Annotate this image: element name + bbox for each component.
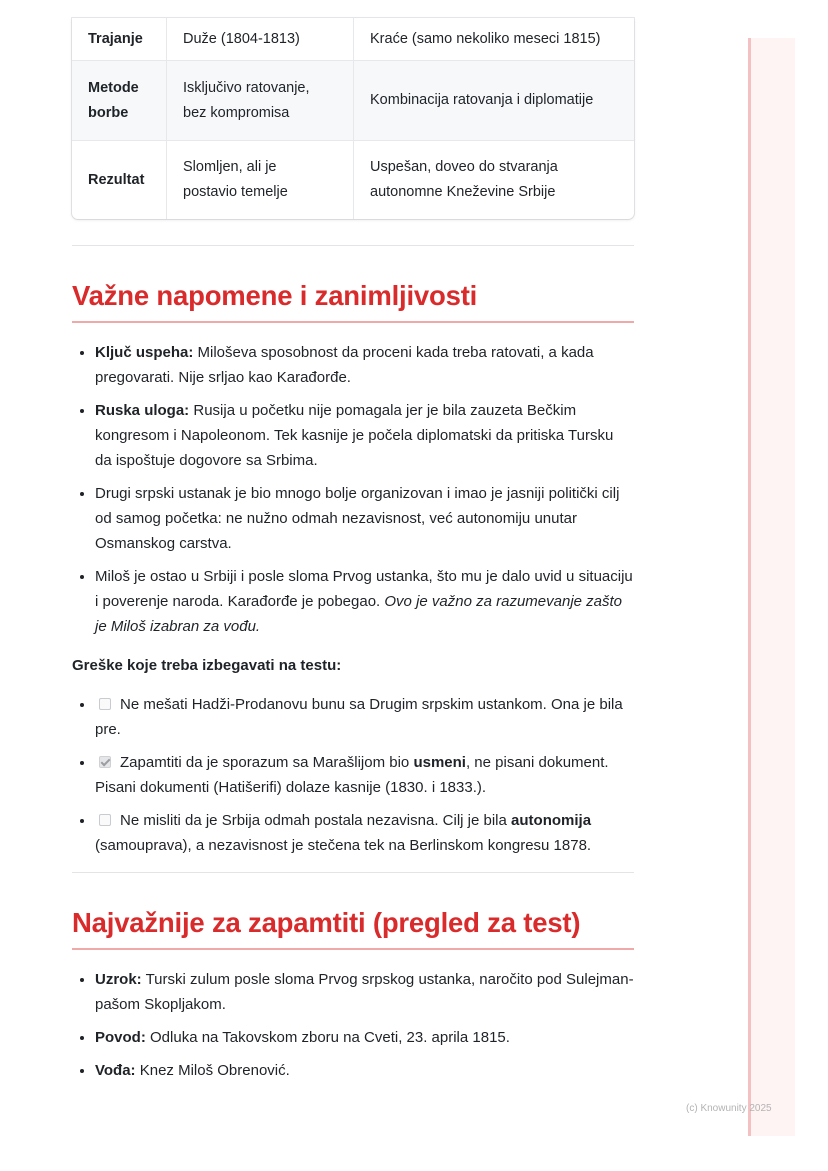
list-item: • Miloš je ostao u Srbiji i posle sloma Prvog ustanka, što mu je dalo uvid u situaciju i poverenje naroda. Karađorđe je pobegao. Ovo je važno za razumevanje zašto je Miloš izabran za vođu. — [95, 564, 634, 639]
list-item: • Uzrok: Turski zulum posle sloma Prvog srpskog ustanka, naročito pod Sulejman-pašom Skopljakom. — [95, 967, 634, 1017]
divider — [72, 872, 634, 873]
checkbox[interactable] — [99, 698, 111, 710]
table-cell: Slomljen, ali je postavio temelje — [167, 140, 354, 219]
list-item: • Povod: Odluka na Takovskom zboru na Cveti, 23. aprila 1815. — [95, 1025, 634, 1050]
watermark: (c) Knowunity 2025 — [686, 1103, 772, 1114]
table-row — [72, 18, 634, 60]
checklist-item: • Zapamtiti da je sporazum sa Marašlijom bio usmeni, ne pisani dokument. Pisani dokumenti (Hatišerifi) dolaze kasnije (1830. i 1833.). — [95, 750, 634, 800]
section-heading: Važne napomene i zanimljivosti — [72, 280, 634, 323]
notes-list — [72, 340, 634, 639]
list-item: • Drugi srpski ustanak je bio mnogo bolje organizovan i imao je jasniji politički cilj od samog početka: ne nužno odmah nezavisnost, već autonomiju unutar Osmanskog carstva. — [95, 481, 634, 556]
table-row — [72, 60, 634, 140]
checklist-item: • Ne mešati Hadži-Prodanovu bunu sa Drugim srpskim ustankom. Ona je bila pre. — [95, 692, 634, 742]
document-content — [72, 18, 634, 1091]
table-row — [72, 140, 634, 219]
row-header: Trajanje — [72, 18, 167, 60]
section-heading: Najvažnije za zapamtiti (pregled za test) — [72, 907, 634, 950]
list-item: • Ključ uspeha: Miloševa sposobnost da proceni kada treba ratovati, a kada pregovarati. Nije srljao kao Karađorđe. — [95, 340, 634, 390]
checkbox[interactable] — [99, 814, 111, 826]
table-cell: Uspešan, doveo do stvaranja autonomne Kneževine Srbije — [354, 140, 634, 219]
list-item: • Ruska uloga: Rusija u početku nije pomagala jer je bila zauzeta Bečkim kongresom i Napoleonom. Tek kasnije je počela diplomatski da pritiska Tursku da ispoštuje dogovore sa Srbima. — [95, 398, 634, 473]
row-header: Metode borbe — [72, 60, 167, 140]
summary-list — [72, 967, 634, 1083]
table-cell: Isključivo ratovanje, bez kompromisa — [167, 60, 354, 140]
checkbox-checked[interactable] — [99, 756, 111, 768]
mistakes-heading: Greške koje treba izbegavati na testu: — [72, 657, 342, 674]
side-margin-panel — [748, 38, 795, 1136]
table-cell: Duže (1804-1813) — [167, 18, 354, 60]
row-header: Rezultat — [72, 140, 167, 219]
list-item: • Vođa: Knez Miloš Obrenović. — [95, 1058, 634, 1083]
comparison-table — [72, 18, 634, 219]
checklist-item: • Ne misliti da je Srbija odmah postala nezavisna. Cilj je bila autonomija (samouprava), a nezavisnost je stečena tek na Berlinskom kongresu 1878. — [95, 808, 634, 858]
divider — [72, 245, 634, 246]
mistakes-checklist — [72, 692, 634, 858]
table-cell: Kraće (samo nekoliko meseci 1815) — [370, 30, 601, 47]
table-cell: Kombinacija ratovanja i diplomatije — [354, 60, 634, 140]
